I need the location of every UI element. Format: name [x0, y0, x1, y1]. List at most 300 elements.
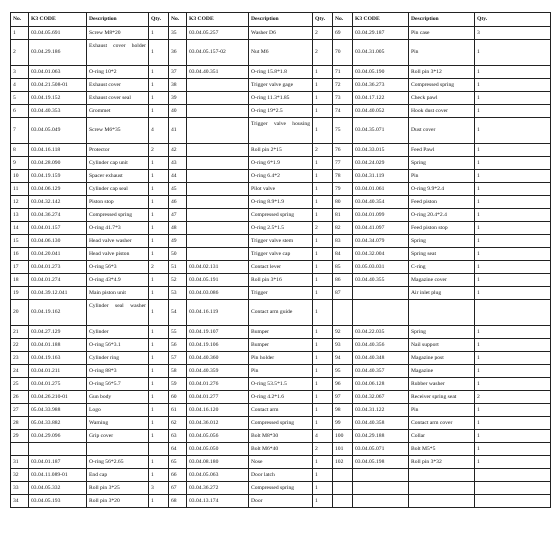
- cell-description: Roll pin 3*25: [87, 482, 149, 495]
- table-row: [11, 40, 551, 66]
- cell-qty: 1: [313, 456, 333, 469]
- cell-no: 6: [11, 105, 29, 118]
- cell-no: 16: [11, 248, 29, 261]
- cell-qty: 1: [149, 456, 169, 469]
- cell-k3-code: 03.04.31.005: [353, 40, 409, 66]
- cell-k3-code: 03.04.01.188: [29, 339, 87, 352]
- cell-description: O-ring 10*2: [87, 66, 149, 79]
- cell-no: [11, 443, 29, 456]
- cell-no: 62: [169, 417, 187, 430]
- cell-no: 2: [11, 40, 29, 66]
- cell-qty: 1: [313, 235, 333, 248]
- cell-no: 8: [11, 144, 29, 157]
- cell-qty: 1: [149, 92, 169, 105]
- cell-description: Cylinder ring: [87, 352, 149, 365]
- table-row: [11, 183, 551, 196]
- cell-qty: 3: [475, 27, 551, 40]
- cell-qty: 2: [475, 391, 551, 404]
- cell-no: 60: [169, 391, 187, 404]
- cell-description: Gun body: [87, 391, 149, 404]
- cell-qty: 1: [313, 183, 333, 196]
- table-row: [11, 326, 551, 339]
- cell-qty: 1: [149, 105, 169, 118]
- table-row: [11, 417, 551, 430]
- cell-no: 92: [333, 326, 353, 339]
- cell-k3-code: 03.04.19.107: [187, 326, 249, 339]
- cell-no: 52: [169, 274, 187, 287]
- cell-no: 86: [333, 274, 353, 287]
- cell-description: Trigger valve cap: [249, 248, 313, 261]
- cell-no: 80: [333, 196, 353, 209]
- cell-no: 5: [11, 92, 29, 105]
- cell-no: 93: [333, 339, 353, 352]
- column-header-k3-code: K3 CODE: [353, 13, 409, 27]
- cell-description: Bolt M6*40: [249, 443, 313, 456]
- cell-no: 63: [169, 430, 187, 443]
- cell-no: [333, 482, 353, 495]
- cell-description: Trigger valve housing: [249, 118, 313, 144]
- cell-no: 65: [169, 456, 187, 469]
- cell-description: Dust cover: [409, 118, 475, 144]
- cell-qty: 1: [475, 157, 551, 170]
- cell-no: 40: [169, 105, 187, 118]
- cell-k3-code: 03.04.31.122: [353, 404, 409, 417]
- cell-description: Screw M8*20: [87, 27, 149, 40]
- cell-qty: 1: [313, 105, 333, 118]
- cell-no: 14: [11, 222, 29, 235]
- table-row: [11, 404, 551, 417]
- cell-no: 22: [11, 339, 29, 352]
- table-row: [11, 456, 551, 469]
- cell-k3-code: 03.04.32.067: [353, 391, 409, 404]
- cell-qty: 2: [313, 40, 333, 66]
- cell-description: [409, 482, 475, 495]
- cell-no: 100: [333, 430, 353, 443]
- cell-qty: 1: [475, 92, 551, 105]
- column-header-no: No.: [11, 13, 29, 27]
- cell-k3-code: 03.04.32.142: [29, 196, 87, 209]
- cell-qty: 1: [475, 378, 551, 391]
- cell-k3-code: 03.04.05.191: [187, 274, 249, 287]
- cell-description: Compressed spring: [409, 79, 475, 92]
- cell-no: 85: [333, 261, 353, 274]
- table-row: [11, 378, 551, 391]
- table-row: [11, 287, 551, 300]
- cell-qty: 4: [313, 430, 333, 443]
- cell-description: Collar: [409, 430, 475, 443]
- cell-no: 67: [169, 482, 187, 495]
- column-header-qty: Qty.: [149, 13, 169, 27]
- cell-description: Exhaust cover holder: [87, 40, 149, 66]
- cell-no: 58: [169, 365, 187, 378]
- cell-k3-code: 03.04.24.029: [353, 157, 409, 170]
- cell-no: 99: [333, 417, 353, 430]
- cell-k3-code: 03.04.13.174: [187, 495, 249, 508]
- cell-no: 24: [11, 365, 29, 378]
- parts-table: [10, 12, 551, 508]
- cell-no: 59: [169, 378, 187, 391]
- cell-no: 101: [333, 443, 353, 456]
- cell-description: Head valve piston: [87, 248, 149, 261]
- cell-k3-code: 03.04.40.354: [353, 196, 409, 209]
- cell-qty: 1: [475, 144, 551, 157]
- cell-no: [333, 469, 353, 482]
- cell-description: Pin: [409, 40, 475, 66]
- cell-k3-code: 03.04.05.332: [29, 482, 87, 495]
- cell-k3-code: [187, 144, 249, 157]
- cell-no: 82: [333, 222, 353, 235]
- cell-qty: 1: [149, 339, 169, 352]
- cell-description: Door latch: [249, 469, 313, 482]
- cell-qty: 1: [475, 326, 551, 339]
- cell-qty: [149, 443, 169, 456]
- cell-description: Roll pin 3*32: [409, 456, 475, 469]
- cell-qty: 1: [475, 222, 551, 235]
- cell-qty: 1: [149, 248, 169, 261]
- cell-description: Logo: [87, 404, 149, 417]
- cell-no: 39: [169, 92, 187, 105]
- cell-k3-code: 03.04.40.052: [353, 105, 409, 118]
- cell-no: [333, 495, 353, 508]
- cell-description: Pilot valve: [249, 183, 313, 196]
- cell-k3-code: 03.04.01.099: [353, 209, 409, 222]
- cell-qty: 1: [313, 495, 333, 508]
- cell-k3-code: 03.04.28.090: [29, 157, 87, 170]
- cell-k3-code: 03.04.40.356: [353, 339, 409, 352]
- cell-description: Spring seat: [409, 248, 475, 261]
- cell-qty: [475, 482, 551, 495]
- cell-k3-code: 03.04.06.129: [29, 183, 87, 196]
- table-row: [11, 430, 551, 443]
- cell-no: 54: [169, 300, 187, 326]
- cell-k3-code: 03.04.05.056: [187, 430, 249, 443]
- cell-description: [409, 469, 475, 482]
- cell-description: O-ring 15.8*1.8: [249, 66, 313, 79]
- cell-qty: [475, 469, 551, 482]
- cell-qty: 2: [313, 222, 333, 235]
- cell-k3-code: 03.04.29.186: [29, 40, 87, 66]
- cell-qty: 1: [313, 261, 333, 274]
- cell-no: 95: [333, 365, 353, 378]
- cell-description: Pin case: [409, 27, 475, 40]
- cell-no: 11: [11, 183, 29, 196]
- cell-description: Feed Pawl: [409, 144, 475, 157]
- cell-k3-code: 03.04.06.130: [29, 235, 87, 248]
- cell-qty: 1: [313, 417, 333, 430]
- cell-qty: 1: [149, 170, 169, 183]
- cell-k3-code: 03.04.05.157-02: [187, 40, 249, 66]
- cell-no: 68: [169, 495, 187, 508]
- cell-k3-code: 03.05.03.031: [353, 261, 409, 274]
- cell-description: O-ring 43*4.9: [87, 274, 149, 287]
- cell-k3-code: 03.04.05.198: [353, 456, 409, 469]
- cell-k3-code: 05.04.33.988: [29, 404, 87, 417]
- cell-no: 18: [11, 274, 29, 287]
- table-row: [11, 92, 551, 105]
- cell-no: [333, 300, 353, 326]
- cell-no: 28: [11, 417, 29, 430]
- cell-description: Grip cover: [87, 430, 149, 443]
- cell-description: Trigger valve stem: [249, 235, 313, 248]
- column-header-k3-code: K3 CODE: [187, 13, 249, 27]
- cell-description: O-ring 8.9*1.9: [249, 196, 313, 209]
- cell-k3-code: 03.04.26.210-01: [29, 391, 87, 404]
- cell-description: Nut M6: [249, 40, 313, 66]
- cell-k3-code: 03.04.01.157: [29, 222, 87, 235]
- cell-k3-code: [187, 105, 249, 118]
- cell-no: 74: [333, 105, 353, 118]
- cell-k3-code: 03.04.01.211: [29, 365, 87, 378]
- cell-description: C-ring: [409, 261, 475, 274]
- cell-qty: 1: [313, 326, 333, 339]
- cell-no: 76: [333, 144, 353, 157]
- cell-description: Pin: [409, 170, 475, 183]
- cell-k3-code: 03.04.20.041: [29, 248, 87, 261]
- cell-no: 69: [333, 27, 353, 40]
- cell-description: Check pawl: [409, 92, 475, 105]
- cell-no: 75: [333, 118, 353, 144]
- cell-no: 73: [333, 92, 353, 105]
- cell-description: Rubber washer: [409, 378, 475, 391]
- cell-qty: 2: [313, 27, 333, 40]
- cell-qty: [475, 495, 551, 508]
- cell-qty: 1: [313, 287, 333, 300]
- cell-no: 78: [333, 170, 353, 183]
- column-header-no: No.: [333, 13, 353, 27]
- cell-description: Nose: [249, 456, 313, 469]
- column-header-description: Description: [87, 13, 149, 27]
- cell-qty: 1: [475, 209, 551, 222]
- cell-qty: 1: [149, 66, 169, 79]
- cell-no: 33: [11, 482, 29, 495]
- cell-qty: 1: [313, 300, 333, 326]
- cell-no: 49: [169, 235, 187, 248]
- cell-k3-code: 03.04.39.12.041: [29, 287, 87, 300]
- cell-k3-code: 03.04.01.276: [187, 378, 249, 391]
- cell-k3-code: 03.04.36.273: [353, 79, 409, 92]
- cell-qty: 1: [313, 66, 333, 79]
- cell-qty: 1: [475, 105, 551, 118]
- cell-qty: 1: [313, 209, 333, 222]
- cell-k3-code: 03.04.22.035: [353, 326, 409, 339]
- cell-k3-code: 03.04.11.089-01: [29, 469, 87, 482]
- cell-no: 71: [333, 66, 353, 79]
- cell-no: 43: [169, 157, 187, 170]
- cell-no: 41: [169, 118, 187, 144]
- column-header-k3-code: K3 CODE: [29, 13, 87, 27]
- cell-qty: 1: [149, 469, 169, 482]
- cell-qty: 1: [149, 196, 169, 209]
- cell-qty: 2: [313, 443, 333, 456]
- cell-k3-code: 03.04.01.273: [29, 261, 87, 274]
- cell-no: 29: [11, 430, 29, 443]
- cell-no: 13: [11, 209, 29, 222]
- cell-no: 51: [169, 261, 187, 274]
- cell-description: Spring: [409, 235, 475, 248]
- cell-k3-code: [187, 79, 249, 92]
- cell-description: O-ring 2.5*1.5: [249, 222, 313, 235]
- cell-no: 1: [11, 27, 29, 40]
- cell-k3-code: 03.04.01.187: [29, 456, 87, 469]
- cell-no: 61: [169, 404, 187, 417]
- cell-qty: 1: [313, 482, 333, 495]
- cell-description: Bolt M8*30: [249, 430, 313, 443]
- cell-description: Door: [249, 495, 313, 508]
- table-row: [11, 300, 551, 326]
- cell-description: O-ring 6.4*2: [249, 170, 313, 183]
- cell-qty: 1: [475, 352, 551, 365]
- cell-qty: 1: [149, 326, 169, 339]
- cell-description: Pin holder: [249, 352, 313, 365]
- cell-k3-code: [187, 209, 249, 222]
- cell-description: Compressed spring: [249, 417, 313, 430]
- table-row: [11, 365, 551, 378]
- cell-k3-code: [353, 482, 409, 495]
- cell-no: 42: [169, 144, 187, 157]
- cell-description: Magazine cover: [409, 274, 475, 287]
- cell-qty: 1: [475, 235, 551, 248]
- cell-qty: 1: [313, 92, 333, 105]
- cell-no: 15: [11, 235, 29, 248]
- cell-k3-code: 03.04.16.118: [29, 144, 87, 157]
- cell-k3-code: [187, 222, 249, 235]
- cell-qty: 1: [313, 274, 333, 287]
- cell-k3-code: 03.04.05.071: [353, 443, 409, 456]
- cell-qty: 2: [149, 261, 169, 274]
- cell-description: [409, 495, 475, 508]
- cell-k3-code: [353, 287, 409, 300]
- cell-k3-code: 03.04.40.357: [353, 365, 409, 378]
- cell-description: Roll pin 3*12: [409, 66, 475, 79]
- cell-k3-code: 03.04.36.012: [187, 417, 249, 430]
- cell-no: 77: [333, 157, 353, 170]
- table-row: [11, 196, 551, 209]
- cell-no: 12: [11, 196, 29, 209]
- cell-no: 72: [333, 79, 353, 92]
- table-row: [11, 118, 551, 144]
- cell-qty: 1: [149, 209, 169, 222]
- cell-description: [87, 443, 149, 456]
- cell-description: Bolt M5*5: [409, 443, 475, 456]
- cell-qty: 1: [475, 287, 551, 300]
- cell-k3-code: [187, 183, 249, 196]
- cell-no: 3: [11, 66, 29, 79]
- cell-k3-code: 03.04.05.050: [187, 443, 249, 456]
- table-row: [11, 248, 551, 261]
- cell-description: O-ring 56*5.7: [87, 378, 149, 391]
- cell-description: O-ring 53.5*1.5: [249, 378, 313, 391]
- column-header-qty: Qty.: [313, 13, 333, 27]
- cell-no: 94: [333, 352, 353, 365]
- cell-description: Trigger valve gage: [249, 79, 313, 92]
- cell-description: Bumper: [249, 339, 313, 352]
- cell-no: 47: [169, 209, 187, 222]
- cell-qty: 1: [149, 287, 169, 300]
- cell-description: End cap: [87, 469, 149, 482]
- cell-qty: 1: [149, 27, 169, 40]
- table-row: [11, 235, 551, 248]
- cell-qty: 1: [475, 170, 551, 183]
- cell-qty: 1: [475, 196, 551, 209]
- cell-qty: 1: [313, 157, 333, 170]
- cell-k3-code: 03.04.40.360: [187, 352, 249, 365]
- table-row: [11, 391, 551, 404]
- cell-qty: 1: [313, 339, 333, 352]
- cell-no: 87: [333, 287, 353, 300]
- cell-description: Magazine: [409, 365, 475, 378]
- cell-no: 45: [169, 183, 187, 196]
- cell-description: O-ring 56*3.1: [87, 339, 149, 352]
- cell-k3-code: [353, 495, 409, 508]
- cell-qty: 1: [313, 118, 333, 144]
- cell-description: O-ring 19*2.5: [249, 105, 313, 118]
- cell-no: 38: [169, 79, 187, 92]
- cell-no: 64: [169, 443, 187, 456]
- cell-k3-code: 03.04.01.063: [29, 66, 87, 79]
- cell-k3-code: 03.04.36.272: [187, 482, 249, 495]
- cell-description: Compressed spring: [249, 482, 313, 495]
- cell-k3-code: 03.04.29.188: [353, 430, 409, 443]
- cell-description: Magazine post: [409, 352, 475, 365]
- cell-no: 66: [169, 469, 187, 482]
- cell-no: 79: [333, 183, 353, 196]
- cell-k3-code: 03.04.29.096: [29, 430, 87, 443]
- cell-k3-code: 03.04.19.159: [29, 170, 87, 183]
- cell-k3-code: 03.04.36.274: [29, 209, 87, 222]
- cell-description: O-ring 41.7*3: [87, 222, 149, 235]
- cell-qty: 1: [149, 495, 169, 508]
- cell-k3-code: 03.04.32.004: [353, 248, 409, 261]
- cell-no: 46: [169, 196, 187, 209]
- cell-qty: 1: [313, 365, 333, 378]
- cell-no: 27: [11, 404, 29, 417]
- cell-description: Feed piston: [409, 196, 475, 209]
- cell-description: Receiver spring seat: [409, 391, 475, 404]
- cell-k3-code: [29, 443, 87, 456]
- cell-description: O-ring 56*2.65: [87, 456, 149, 469]
- cell-description: O-ring 88*3: [87, 365, 149, 378]
- cell-no: 70: [333, 40, 353, 66]
- cell-k3-code: 03.04.06.128: [353, 378, 409, 391]
- cell-description: Screw M6*35: [87, 118, 149, 144]
- cell-k3-code: 03.04.19.163: [29, 352, 87, 365]
- cell-description: Feed piston stop: [409, 222, 475, 235]
- cell-no: 81: [333, 209, 353, 222]
- cell-no: 53: [169, 287, 187, 300]
- cell-qty: 1: [475, 118, 551, 144]
- cell-qty: 1: [475, 79, 551, 92]
- table-row: [11, 66, 551, 79]
- cell-description: Pin: [249, 365, 313, 378]
- cell-description: O-ring 11.3*1.85: [249, 92, 313, 105]
- cell-qty: 2: [149, 144, 169, 157]
- cell-k3-code: 03.04.01.061: [353, 183, 409, 196]
- cell-description: Spring: [409, 157, 475, 170]
- cell-qty: 1: [475, 365, 551, 378]
- cell-k3-code: 03.04.19.162: [29, 300, 87, 326]
- cell-no: 10: [11, 170, 29, 183]
- cell-no: 98: [333, 404, 353, 417]
- cell-k3-code: 03.04.19.152: [29, 92, 87, 105]
- cell-qty: 1: [149, 404, 169, 417]
- cell-no: 9: [11, 157, 29, 170]
- cell-qty: 1: [149, 430, 169, 443]
- cell-k3-code: 03.04.03.086: [187, 287, 249, 300]
- cell-description: Head valve washer: [87, 235, 149, 248]
- cell-description: Air inlet plug: [409, 287, 475, 300]
- table-row: [11, 469, 551, 482]
- cell-k3-code: 03.04.05.063: [187, 469, 249, 482]
